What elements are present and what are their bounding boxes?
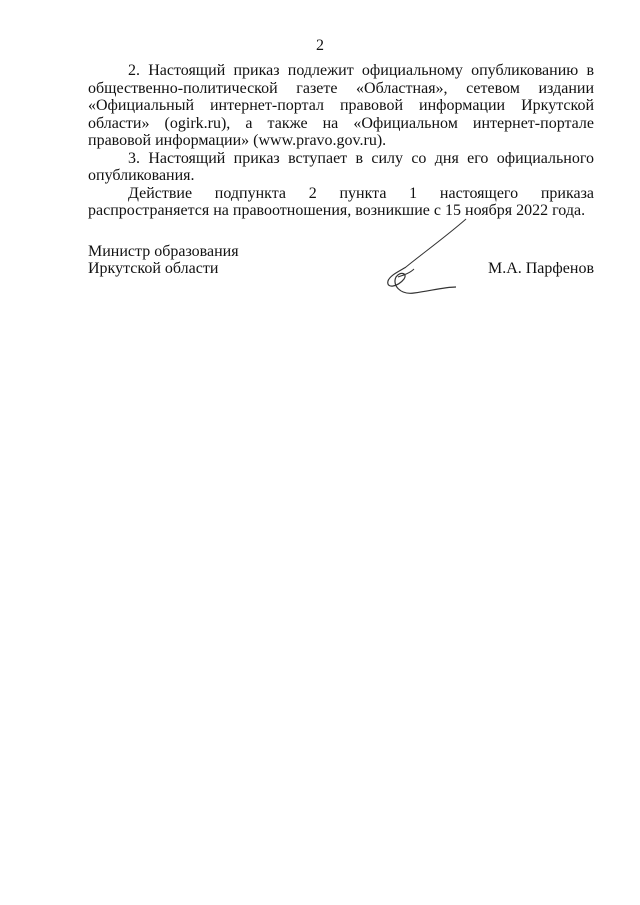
signer-name: М.А. Парфенов (487, 260, 594, 277)
document-body (88, 62, 594, 220)
page-number: 2 (316, 37, 324, 54)
paragraph-effective-date: 3. Настоящий приказ вступает в силу со дня его официального опубликования. (88, 149, 594, 184)
paragraph-publication: 2. Настоящий приказ подлежит официальному опубликованию в общественно-политической газете «Областная», сетевом издании «Официальный интернет-портал правовой информации Иркутской области» (ogirk.ru), а также на «Официальном интернет-портале правовой информации» (www.pravo.gov.ru). (88, 62, 594, 149)
signer-title (88, 243, 239, 277)
signer-title-line-2: Иркутской области (88, 260, 219, 277)
signature-block (88, 243, 594, 313)
paragraph-retroactive-effect: Действие подпункта 2 пункта 1 настоящего приказа распространяется на правоотношения, возникшие с 15 ноября 2022 года. (88, 184, 594, 219)
signer-title-line-1: Министр образования (88, 243, 239, 260)
